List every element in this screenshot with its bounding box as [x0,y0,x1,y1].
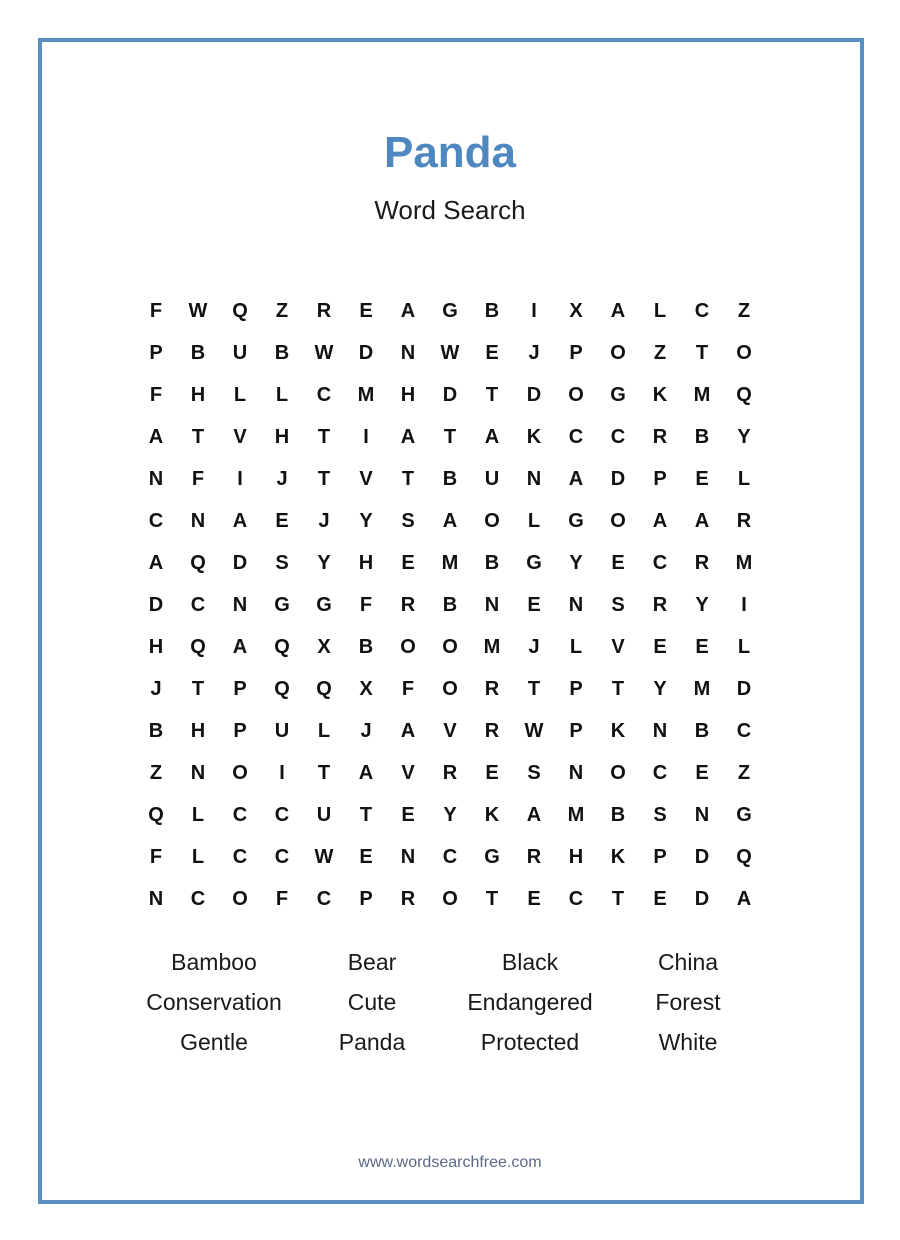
grid-letter: J [150,677,162,700]
grid-letter: Y [317,551,331,574]
grid-letter: O [442,677,458,700]
grid-letter: T [695,341,709,364]
grid-letter: D [358,341,374,364]
grid-letter: C [610,425,626,448]
footer-url: www.wordsearchfree.com [358,1154,542,1171]
page-title: Panda [383,128,517,177]
word-list-item: China [657,948,719,975]
grid-letter: U [274,719,290,742]
grid-letter: B [484,551,500,574]
grid-letter: A [652,509,668,532]
grid-letter: C [190,593,206,616]
grid-letter: Y [569,551,583,574]
grid-letter: Z [275,299,289,322]
grid-letter: S [527,761,541,784]
grid-letter: F [149,299,163,322]
grid-letter: U [484,467,500,490]
grid-letter: D [232,551,248,574]
grid-letter: K [652,383,668,406]
grid-letter: A [694,509,710,532]
grid-letter: S [611,593,625,616]
grid-letter: C [442,845,458,868]
grid-letter: E [359,299,373,322]
word-list-item: Black [501,948,559,975]
grid-letter: B [484,299,500,322]
grid-letter: H [274,425,290,448]
grid-letter: V [359,467,373,490]
grid-letter: G [316,593,332,616]
grid-letter: N [694,803,710,826]
grid-letter: C [190,887,206,910]
grid-letter: B [358,635,374,658]
grid-letter: N [232,593,248,616]
grid-letter: E [275,509,289,532]
grid-letter: D [610,467,626,490]
grid-letter: F [275,887,289,910]
grid-letter: V [233,425,247,448]
grid-letter: B [442,593,458,616]
grid-letter: W [314,845,334,868]
grid-letter: M [567,803,585,826]
grid-letter: C [274,845,290,868]
grid-letter: M [693,677,711,700]
grid-letter: C [652,761,668,784]
grid-letter: C [232,803,248,826]
grid-letter: V [401,761,415,784]
grid-letter: Y [359,509,373,532]
grid-letter: P [653,467,667,490]
grid-letter: Q [274,635,290,658]
grid-letter: G [568,509,584,532]
grid-letter: E [359,845,373,868]
grid-letter: H [190,719,206,742]
grid-letter: J [528,341,540,364]
grid-letter: W [440,341,460,364]
grid-letter: Y [443,803,457,826]
grid-letter: F [401,677,415,700]
grid-letter: N [400,341,416,364]
grid-letter: O [736,341,752,364]
grid-letter: O [610,761,626,784]
grid-letter: N [190,509,206,532]
grid-letter: P [233,677,247,700]
grid-letter: A [442,509,458,532]
grid-letter: H [358,551,374,574]
grid-letter: D [526,383,542,406]
grid-letter: M [735,551,753,574]
word-list-item: Conservation [146,988,282,1015]
grid-letter: T [485,887,499,910]
grid-letter: O [442,635,458,658]
grid-letter: I [741,593,747,616]
grid-letter: L [737,467,751,490]
grid-letter: T [317,467,331,490]
grid-letter: M [441,551,459,574]
grid-letter: E [527,887,541,910]
grid-letter: P [149,341,163,364]
grid-letter: G [484,845,500,868]
grid-letter: I [531,299,537,322]
grid-letter: C [148,509,164,532]
grid-letter: P [569,719,583,742]
grid-letter: H [190,383,206,406]
word-list-item: Forest [655,988,721,1015]
grid-letter: B [694,719,710,742]
grid-letter: T [527,677,541,700]
grid-letter: A [610,299,626,322]
grid-letter: R [400,887,416,910]
grid-letter: Y [653,677,667,700]
grid-letter: A [232,509,248,532]
grid-letter: L [275,383,289,406]
grid-letter: W [524,719,544,742]
grid-letter: M [483,635,501,658]
grid-letter: C [274,803,290,826]
grid-letter: K [526,425,542,448]
grid-letter: N [148,467,164,490]
grid-letter: O [232,887,248,910]
grid-letter: M [693,383,711,406]
grid-letter: J [276,467,288,490]
grid-letter: S [275,551,289,574]
grid-letter: V [611,635,625,658]
grid-letter: E [527,593,541,616]
grid-letter: A [148,425,164,448]
grid-letter: C [652,551,668,574]
grid-letter: A [400,719,416,742]
grid-letter: I [279,761,285,784]
grid-letter: L [653,299,667,322]
grid-letter: O [568,383,584,406]
grid-letter: E [695,467,709,490]
grid-letter: T [359,803,373,826]
grid-letter: H [400,383,416,406]
grid-letter: L [527,509,541,532]
grid-letter: B [148,719,164,742]
letter-grid [135,290,765,920]
grid-letter: T [611,677,625,700]
grid-letter: N [652,719,668,742]
grid-letter: C [694,299,710,322]
grid-letter: G [610,383,626,406]
grid-letter: O [442,887,458,910]
word-list [135,942,765,1062]
grid-letter: H [568,845,584,868]
grid-letter: N [484,593,500,616]
grid-letter: Y [737,425,751,448]
grid-letter: P [653,845,667,868]
grid-letter: C [316,383,332,406]
grid-letter: T [443,425,457,448]
grid-letter: E [401,551,415,574]
grid-letter: R [652,425,668,448]
grid-letter: Z [737,299,751,322]
grid-letter: Q [736,845,752,868]
grid-letter: E [695,761,709,784]
grid-letter: C [736,719,752,742]
grid-letter: T [317,761,331,784]
grid-letter: L [317,719,331,742]
grid-letter: M [357,383,375,406]
word-list-item: Endangered [467,988,593,1015]
word-list-item: Bamboo [171,948,257,975]
grid-letter: N [568,593,584,616]
grid-letter: C [568,425,584,448]
grid-letter: N [148,887,164,910]
grid-letter: E [695,635,709,658]
grid-letter: B [442,467,458,490]
grid-letter: T [485,383,499,406]
grid-letter: Q [316,677,332,700]
page-subtitle: Word Search [374,195,526,225]
grid-letter: T [317,425,331,448]
grid-letter: O [400,635,416,658]
word-list-item: Protected [480,1028,580,1055]
grid-letter: F [149,383,163,406]
grid-letter: D [442,383,458,406]
grid-letter: E [653,635,667,658]
grid-letter: X [359,677,373,700]
grid-letter: I [363,425,369,448]
grid-letter: G [526,551,542,574]
grid-letter: R [484,719,500,742]
grid-letter: W [314,341,334,364]
grid-letter: D [694,887,710,910]
word-list-item: Gentle [180,1028,248,1055]
grid-letter: P [359,887,373,910]
grid-letter: G [442,299,458,322]
word-list-item: Panda [338,1028,406,1055]
grid-letter: T [191,677,205,700]
grid-letter: Q [190,551,206,574]
grid-letter: L [191,803,205,826]
grid-letter: F [359,593,373,616]
grid-letter: B [190,341,206,364]
grid-letter: P [233,719,247,742]
grid-letter: N [568,761,584,784]
word-list-item: Cute [347,988,397,1015]
grid-letter: F [149,845,163,868]
grid-letter: V [443,719,457,742]
grid-letter: E [611,551,625,574]
grid-letter: Q [274,677,290,700]
grid-letter: T [401,467,415,490]
grid-letter: G [736,803,752,826]
grid-letter: J [360,719,372,742]
word-list-item: White [658,1028,718,1055]
grid-letter: Z [737,761,751,784]
grid-letter: S [401,509,415,532]
grid-letter: Q [190,635,206,658]
grid-letter: Q [232,299,248,322]
grid-letter: D [148,593,164,616]
grid-letter: A [484,425,500,448]
grid-letter: I [237,467,243,490]
grid-letter: R [694,551,710,574]
grid-letter: R [484,677,500,700]
grid-letter: A [358,761,374,784]
grid-letter: O [610,341,626,364]
grid-letter: S [653,803,667,826]
grid-letter: K [610,719,626,742]
grid-letter: C [316,887,332,910]
grid-letter: X [317,635,331,658]
grid-letter: E [485,341,499,364]
grid-letter: J [528,635,540,658]
grid-letter: O [484,509,500,532]
grid-letter: Z [149,761,163,784]
grid-letter: D [736,677,752,700]
grid-letter: A [736,887,752,910]
grid-letter: C [232,845,248,868]
grid-letter: T [611,887,625,910]
grid-letter: H [148,635,164,658]
grid-letter: N [190,761,206,784]
grid-letter: R [526,845,542,868]
grid-letter: N [400,845,416,868]
grid-letter: B [694,425,710,448]
grid-letter: L [233,383,247,406]
grid-letter: L [737,635,751,658]
grid-letter: A [568,467,584,490]
grid-letter: A [148,551,164,574]
grid-letter: D [694,845,710,868]
grid-letter: E [401,803,415,826]
grid-letter: C [568,887,584,910]
word-list-item: Bear [347,948,397,975]
grid-letter: Y [695,593,709,616]
grid-letter: J [318,509,330,532]
grid-letter: Q [736,383,752,406]
grid-letter: R [316,299,332,322]
grid-letter: B [274,341,290,364]
grid-letter: R [442,761,458,784]
grid-letter: A [526,803,542,826]
grid-letter: L [569,635,583,658]
grid-letter: X [569,299,583,322]
grid-letter: R [400,593,416,616]
grid-letter: R [736,509,752,532]
grid-letter: O [232,761,248,784]
grid-letter: Q [148,803,164,826]
grid-letter: L [191,845,205,868]
grid-letter: T [191,425,205,448]
grid-letter: A [232,635,248,658]
grid-letter: E [653,887,667,910]
grid-letter: P [569,677,583,700]
grid-letter: K [484,803,500,826]
grid-letter: O [610,509,626,532]
grid-letter: A [400,425,416,448]
grid-letter: G [274,593,290,616]
grid-letter: P [569,341,583,364]
grid-letter: A [400,299,416,322]
grid-letter: R [652,593,668,616]
grid-letter: K [610,845,626,868]
grid-letter: E [485,761,499,784]
grid-letter: W [188,299,208,322]
grid-letter: B [610,803,626,826]
grid-letter: Z [653,341,667,364]
grid-letter: U [232,341,248,364]
grid-letter: U [316,803,332,826]
grid-letter: N [526,467,542,490]
grid-letter: F [191,467,205,490]
